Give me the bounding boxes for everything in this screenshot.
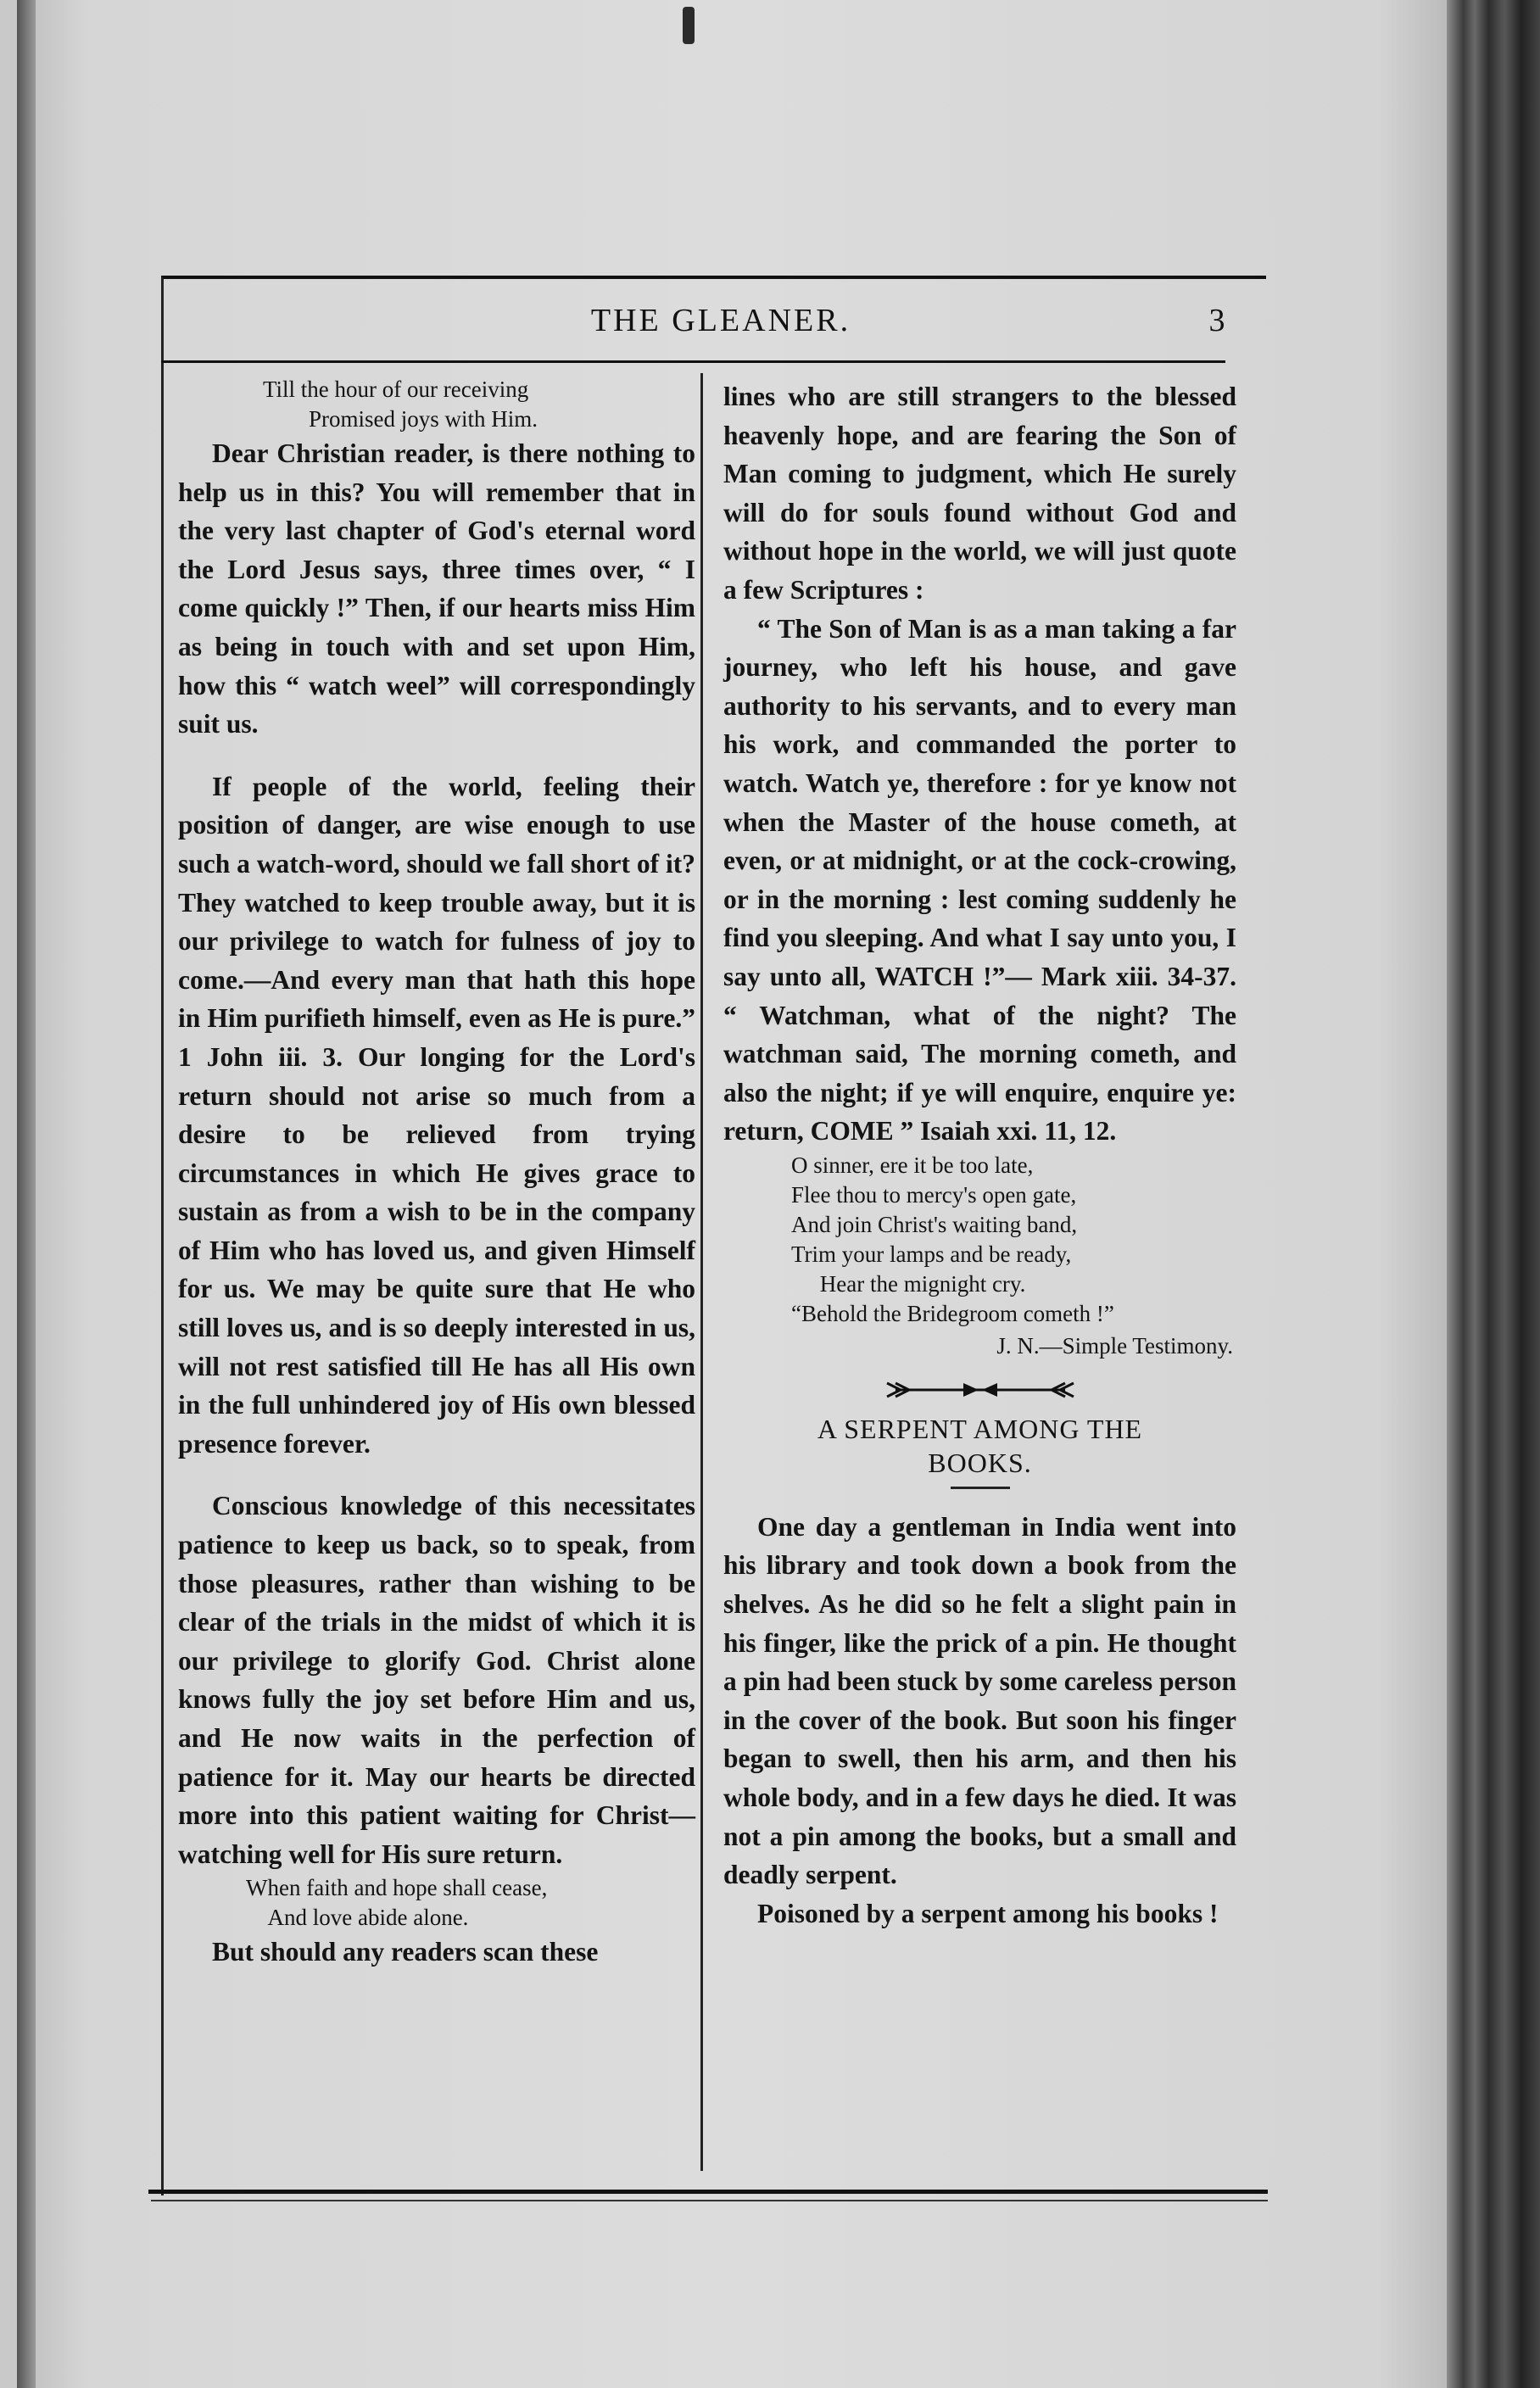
left-column [178,375,695,1972]
binding-mark [683,7,695,44]
footer-rule [148,2190,1268,2194]
title-rule [951,1487,1010,1489]
paragraph: “ The Son of Man is as a man taking a far journey, who left his house, and gave authority to his servants, and to every man his work, and commanded the porter to watch. Watch ye, therefore : for ye know not when the Master of the house cometh, at even, or at midnight, or at the cock-crowing, or in the morning : lest coming suddenly he find you sleeping. And what I say unto you, I say unto all, WATCH !”— Mark xiii. 34-37. “ Watchman, what of the night? The watchman said, The morning cometh, and also the night; if ye will enquire, enquire ye: return, COME ” Isaiah xxi. 11, 12. [723,613,1236,1147]
section-title [723,1412,1236,1480]
verse-bottom: When faith and hope shall cease, And love abide alone. [246,1875,548,1931]
book-spine [1447,0,1540,2388]
verse-top: Till the hour of our receiving Promised joys with Him. [263,377,538,432]
right-column [723,377,1236,1933]
column-divider [700,373,703,2171]
paragraph: But should any readers scan these [212,1937,599,1967]
running-title: THE GLEANER. [590,303,851,338]
attribution: J. N.—Simple Testimony. [996,1332,1233,1359]
header-rule [161,360,1225,363]
paragraph: Poisoned by a serpent among his books ! [757,1898,1219,1928]
section-title-line: BOOKS. [928,1447,1032,1478]
paragraph: One day a gentleman in India went into his library and took down a book from the shelves. As he did so he felt a slight pain in his finger, like the prick of a pin. He thought a pin had been stuck by some careless person in the cover of the book. But soon his finger began to swell, then his arm, and then his whole body, and in a few days he died. It was not a pin among the books, but a small and deadly serpent. [723,1511,1236,1890]
section-title-line: A SERPENT AMONG THE [817,1413,1143,1444]
paragraph: If people of the world, feeling their position of danger, are wise enough to use such a watch-word, should we fall short of it? They watched to keep trouble away, but it is our privilege to watch for fulness of joy to come.—And every man that hath this hope in Him purifieth himself, even as He is pure.” 1 John iii. 3. Our longing for the Lord's return should not arise so much from a desire to be relieved from trying circumstances in which He gives grace to sustain as from a wish to be in the company of Him who has loved us, and given Himself for us. We may be quite sure that He who still loves us, and is so deeply interested in us, will not rest satisfied till He has all His own in the full unhindered joy of His own blessed presence forever. [178,771,695,1459]
footer-rule-thin [151,2200,1268,2201]
paragraph: Dear Christian reader, is there nothing to help us in this? You will remember that in the very last chapter of God's eternal word the Lord Jesus says, three times over, “ I come quickly !” Then, if our hearts miss Him as being in touch with and set upon Him, how this “ watch weel” will correspondingly suit us. [178,438,695,739]
page-gutter-shadow [17,0,36,2388]
paragraph: Conscious knowledge of this necessitates patience to keep us back, so to speak, from those pleasures, rather than wishing to be clear of the trials in the midst of which it is our privilege to glorify God. Christ alone knows fully the joy set before Him and us, and He now waits in the perfection of patience for it. May our hearts be directed more into this patient waiting for Christ—watching well for His sure return. [178,1491,695,1869]
paragraph: lines who are still strangers to the blessed heavenly hope, and are fearing the Son of Man coming to judgment, which He surely will do for souls found without God and without hope in the world, we will just quote a few Scriptures : [723,382,1236,605]
page-number: 3 [1208,303,1225,338]
arrow-ornament-icon [879,1380,1082,1400]
poem-verse: O sinner, ere it be too late, Flee thou to mercy's open gate, And join Christ's waiting band, Trim your lamps and be ready, Hear the mignight cry. “Behold the Bridegroom cometh !” [791,1152,1114,1326]
